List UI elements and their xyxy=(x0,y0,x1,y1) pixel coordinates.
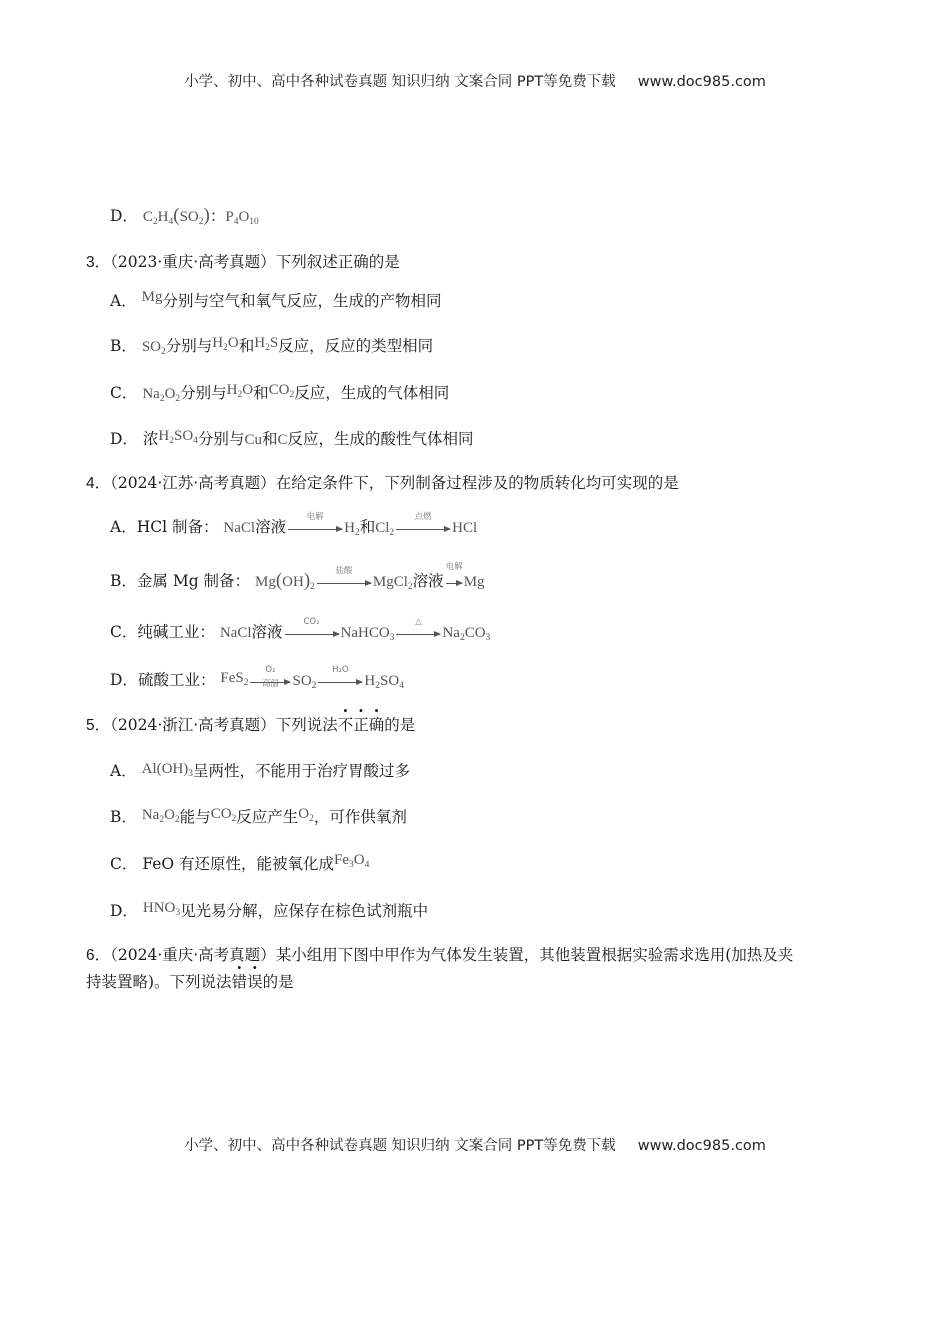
q5-option-c xyxy=(110,853,369,881)
question-number: 4． xyxy=(86,475,111,492)
question-number: 5． xyxy=(86,717,111,734)
arrow-condition: △ xyxy=(415,617,422,627)
option-text: 和 xyxy=(253,384,269,402)
formula: NaHCO$_3$ xyxy=(340,625,395,643)
q3-option-a xyxy=(110,290,442,313)
question-stem: 某小组用下图中甲作为气体发生装置，其他装置根据实验需求选用(加热及夹 xyxy=(275,946,794,964)
question-source: （2024·重庆·高考真题） xyxy=(110,946,276,964)
formula: $C_2H_4(SO_2)$ xyxy=(142,205,210,227)
option-text: 分别与 xyxy=(197,430,245,448)
formula: $Na_2O_2$ xyxy=(141,807,180,825)
option-label: C． xyxy=(110,855,138,873)
formula: $H_2SO_4$ xyxy=(158,428,198,446)
q3-stem xyxy=(86,251,400,274)
q4-option-b xyxy=(110,562,485,598)
option-label: D． xyxy=(110,430,138,448)
question-stem: 下列叙述正确的是 xyxy=(275,253,400,271)
emphasized-text xyxy=(338,716,385,734)
question-stem: 下列说法 xyxy=(275,716,338,734)
emphasis-char: 误 xyxy=(247,973,263,991)
reaction-arrow xyxy=(250,665,290,693)
arrow-condition-below: 高温 xyxy=(261,679,279,689)
option-text: 呈两性，不能用于治疗胃酸过多 xyxy=(193,762,411,780)
emphasis-char: 不 xyxy=(337,716,354,734)
formula: $Al(OH)_3$ xyxy=(141,761,194,779)
option-label: B． xyxy=(110,572,137,590)
option-text: 反应，生成的酸性气体相同 xyxy=(287,430,474,448)
q4-option-c xyxy=(110,617,491,649)
page-header xyxy=(0,70,950,91)
formula: $H_2S$ xyxy=(254,335,279,353)
reaction-arrow xyxy=(317,566,371,594)
formula: $Fe_3O_4$ xyxy=(334,852,370,870)
question-source: （2024·浙江·高考真题） xyxy=(110,716,276,734)
formula: $HNO_3$ xyxy=(142,900,181,918)
option-text: 反应产生 xyxy=(236,808,299,826)
arrow-condition: O₂ xyxy=(265,665,276,675)
option-text: FeO 有还原性，能被氧化成 xyxy=(142,855,335,873)
question-number: 6． xyxy=(86,947,111,964)
q4-option-d xyxy=(110,665,404,697)
emphasis-char: 错 xyxy=(231,973,248,991)
q5-option-b xyxy=(110,806,407,834)
option-text: 见光易分解，应保存在棕色试剂瓶中 xyxy=(180,902,429,920)
formula: $SO_2$ xyxy=(141,339,166,357)
option-text: 分别与 xyxy=(165,337,213,355)
q4-stem xyxy=(86,472,679,495)
q4-option-a xyxy=(110,512,478,544)
reaction-arrow xyxy=(288,512,342,540)
reaction-arrow xyxy=(318,665,362,693)
reaction-arrow xyxy=(445,562,463,594)
q5-option-d xyxy=(110,900,428,928)
q5-stem xyxy=(86,714,415,737)
header-text: 小学、初中、高中各种试卷真题 知识归纳 文案合同 PPT等免费下载 xyxy=(184,74,616,90)
option-text: 反应，生成的气体相同 xyxy=(294,384,450,402)
question-stem-end: 的是 xyxy=(384,716,416,734)
formula: $Na_2CO_3$ xyxy=(442,625,491,643)
formula: Cu xyxy=(244,432,262,448)
reaction-arrow xyxy=(396,617,440,645)
option-text: 能与 xyxy=(179,808,211,826)
reaction-arrow xyxy=(285,617,339,645)
page-footer xyxy=(0,1134,950,1155)
question-source: （2024·江苏·高考真题） xyxy=(110,474,276,492)
separator: ： xyxy=(209,207,226,225)
formula: $H_2O$ xyxy=(226,382,254,400)
footer-text: 小学、初中、高中各种试卷真题 知识归纳 文案合同 PPT等免费下载 xyxy=(184,1138,616,1154)
option-text: 溶液 xyxy=(255,518,287,536)
arrow-condition: CO₂ xyxy=(303,617,320,627)
footer-site: www.doc985.com xyxy=(637,1138,766,1154)
header-site: www.doc985.com xyxy=(637,74,766,90)
option-text: 分别与 xyxy=(180,384,227,402)
option-text: ，可作供氧剂 xyxy=(313,808,407,826)
option-text: 反应，反应的类型相同 xyxy=(278,337,434,355)
option-text: 溶液 xyxy=(251,623,283,641)
emphasis-char: 确 xyxy=(368,716,385,734)
formula: Mg xyxy=(141,289,163,305)
q6-stem-line2 xyxy=(86,971,294,993)
formula: NaCl xyxy=(223,520,256,536)
option-text: 和 xyxy=(359,518,376,536)
formula: $Mg(OH)_2$ xyxy=(254,570,315,592)
formula: $H_2O$ xyxy=(212,335,239,353)
question-source: （2023·重庆·高考真题） xyxy=(110,253,276,271)
question-stem: 持装置略)。下列说法 xyxy=(86,973,232,991)
option-label: B． xyxy=(110,808,137,826)
question-number: 3． xyxy=(86,254,111,271)
formula: MgCl$_2$ xyxy=(372,574,413,592)
option-label: D． xyxy=(110,671,138,689)
q3-option-b xyxy=(110,335,433,363)
formula: C xyxy=(277,432,288,448)
q3-option-c xyxy=(110,382,449,410)
option-text: 和 xyxy=(238,337,255,355)
arrow-condition: 电解 xyxy=(306,512,324,522)
option-label: C． xyxy=(110,623,138,641)
option-label: C． xyxy=(110,384,138,402)
formula: $CO_2$ xyxy=(210,806,237,824)
option-text: 和 xyxy=(261,430,278,448)
q3-option-d xyxy=(110,428,474,456)
option-label: A． xyxy=(110,762,137,780)
arrow-condition: 点燃 xyxy=(414,512,432,522)
arrow-condition: H₂O xyxy=(332,665,349,675)
option-text: 溶液 xyxy=(412,572,444,590)
q5-option-a xyxy=(110,760,410,788)
option-title: 硫酸工业： xyxy=(137,671,216,689)
question-stem-end: 的是 xyxy=(262,973,294,991)
emphasis-char: 正 xyxy=(353,716,369,734)
option-label: A． xyxy=(110,292,137,310)
q2-option-d xyxy=(110,205,259,233)
formula: FeS$_2$ xyxy=(220,670,249,688)
formula: $Cl_2$ xyxy=(375,520,395,538)
formula: Mg xyxy=(463,574,485,590)
formula: $H_2$ xyxy=(344,520,360,538)
formula: $Na_2O_2$ xyxy=(142,386,181,404)
option-label: A． xyxy=(110,518,137,536)
formula: $O_2$ xyxy=(298,806,314,824)
question-stem: 在给定条件下，下列制备过程涉及的物质转化均可实现的是 xyxy=(275,474,679,492)
formula: $H_2SO_4$ xyxy=(364,673,404,691)
option-title: 金属 Mg 制备： xyxy=(136,572,251,590)
option-title: 纯碱工业： xyxy=(137,623,215,641)
formula: $CO_2$ xyxy=(268,382,295,400)
q6-stem-line1 xyxy=(86,944,793,967)
option-title: HCl 制备： xyxy=(136,518,219,536)
option-label: D． xyxy=(110,902,138,920)
formula: $SO_2$ xyxy=(292,673,317,691)
arrow-condition: 盐酸 xyxy=(335,566,353,576)
reaction-arrow xyxy=(396,512,450,540)
formula: NaCl xyxy=(219,625,252,641)
option-text: 分别与空气和氧气反应，生成的产物相同 xyxy=(162,292,442,310)
option-label: D． xyxy=(110,207,138,225)
option-label: B． xyxy=(110,337,137,355)
formula: $P_4O_{10}$ xyxy=(225,209,259,227)
arrow-condition: 电解 xyxy=(445,562,463,572)
option-text: 浓 xyxy=(142,430,159,448)
formula: HCl xyxy=(452,520,478,536)
emphasized-text xyxy=(232,973,263,991)
